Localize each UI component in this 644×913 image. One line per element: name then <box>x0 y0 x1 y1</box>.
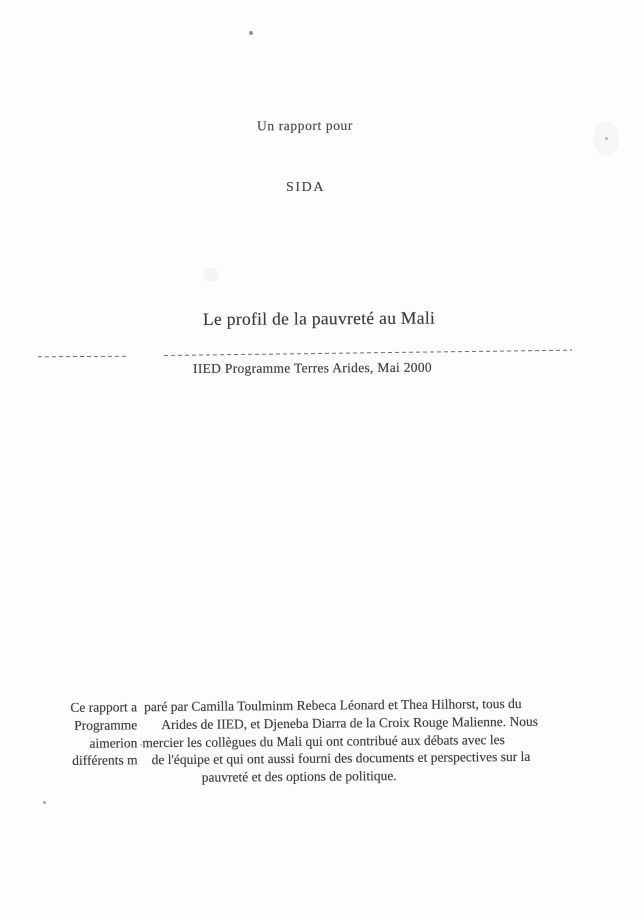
acknowledgement-fragment-left: Programme <box>74 717 138 733</box>
document-title: Le profil de la pauvreté au Mali <box>202 307 436 329</box>
acknowledgement-fragment-right: mercier les collègues du Mali qui ont contribué aux débats avec les <box>142 732 505 751</box>
dashed-divider <box>164 350 572 357</box>
acknowledgement-fragment-left: différents m <box>72 752 138 768</box>
scan-smudge <box>203 268 219 282</box>
scan-speck <box>249 31 253 35</box>
acknowledgement-fragment-right: pauvreté et des options de politique. <box>201 768 397 785</box>
acknowledgement-fragment-right: de l'équipe et qui ont aussi fourni des documents et perspectives sur la <box>151 748 531 768</box>
document-imprint: IIED Programme Terres Arides, Mai 2000 <box>192 359 432 376</box>
report-for-label: Un rapport pour <box>256 117 354 134</box>
acknowledgement-fragment-left: aimerion <box>89 735 138 751</box>
acknowledgement-fragment-right: Arides de IIED, et Djeneba Diarra de la Croix Rouge Malienne. Nous <box>161 713 539 733</box>
scan-smudge <box>593 122 619 156</box>
acknowledgement-fragment-left: Ce rapport a <box>70 699 138 715</box>
organization-name: SIDA <box>286 180 326 195</box>
scan-speck <box>43 801 46 804</box>
acknowledgement-paragraph <box>55 693 576 793</box>
acknowledgement-fragment-right: paré par Camilla Toulminm Rebeca Léonard et Thea Hilhorst, tous du <box>144 695 522 715</box>
acknowledgement-line <box>56 766 576 788</box>
dashed-divider-left-segment <box>38 356 126 359</box>
